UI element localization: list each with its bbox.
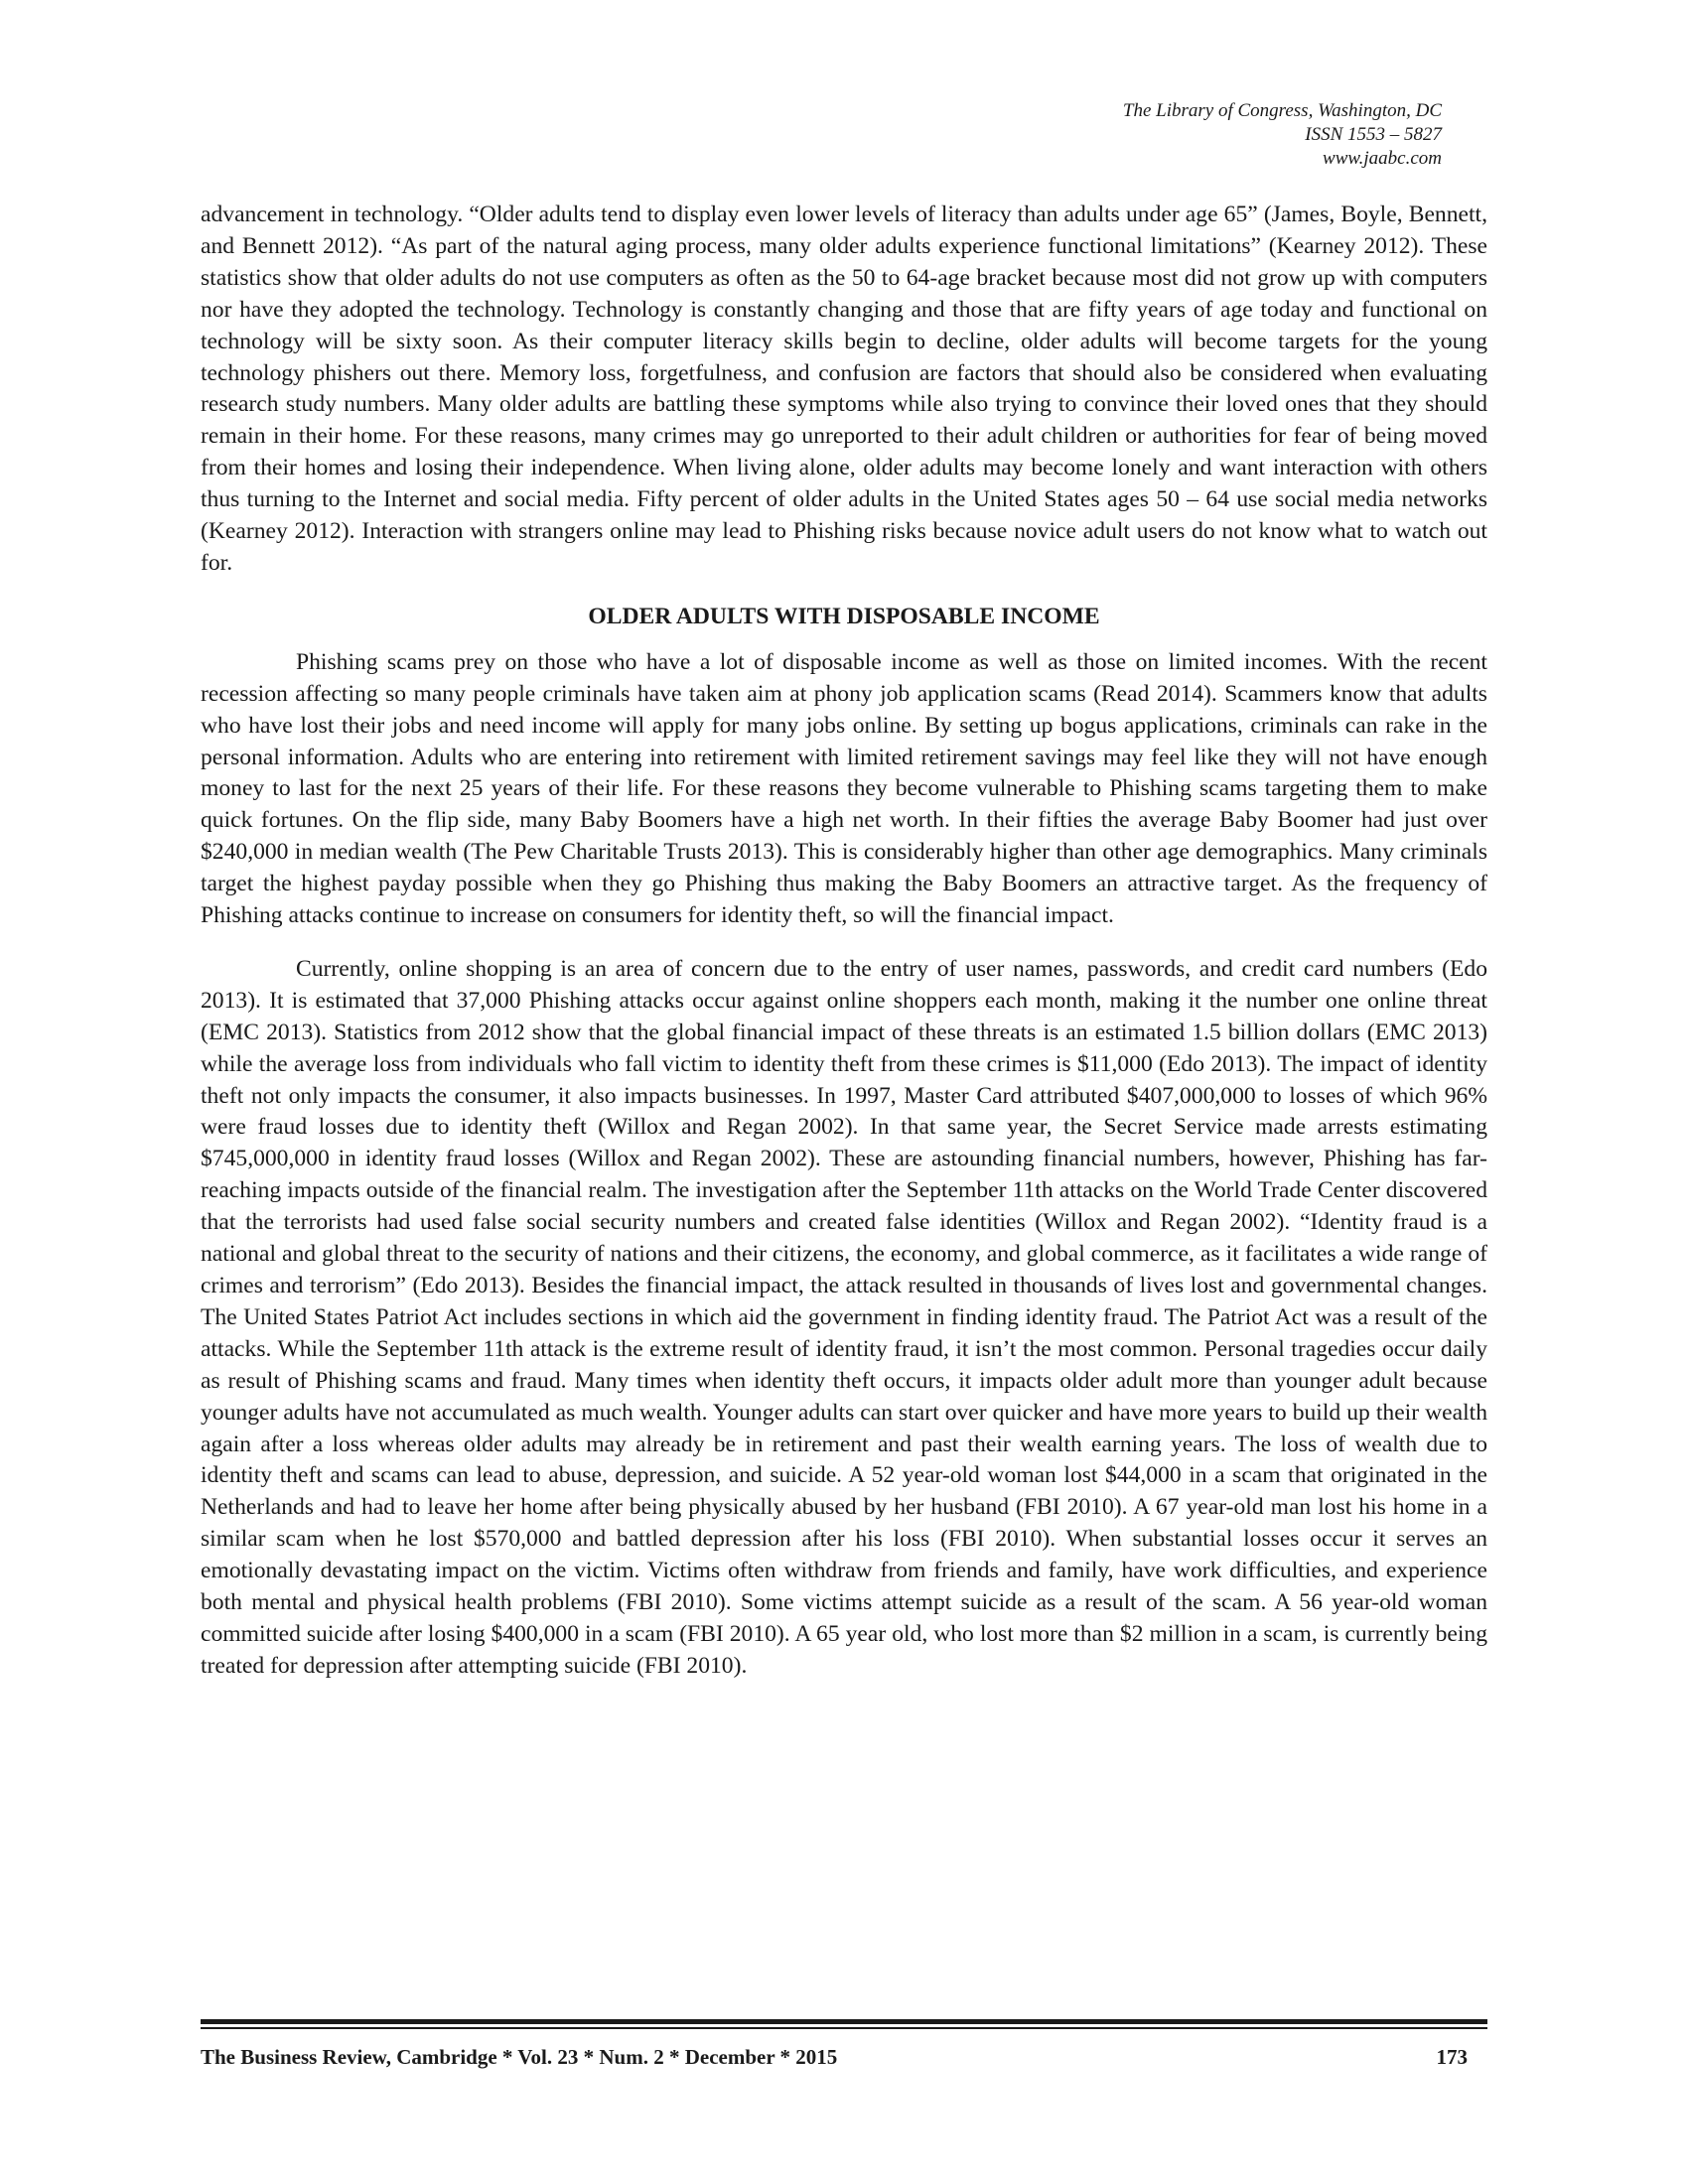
page-number: 173 [1436, 2045, 1468, 2069]
running-header [1123, 99, 1442, 171]
paragraph-disposable-income: Phishing scams prey on those who have a lot of disposable income as well as those on limited incomes. With the recent recession affecting so many people criminals have taken aim at phony job application scams (Read 2014). Scammers know that adults who have lost their jobs and need income will apply for many jobs online. By setting up bogus applications, criminals can rake in the personal information. Adults who are entering into retirement with limited retirement savings may feel like they will not have enough money to last for the next 25 years of their life. For these reasons they become vulnerable to Phishing scams targeting them to make quick fortunes. On the flip side, many Baby Boomers have a high net worth. In their fifties the average Baby Boomer had just over $240,000 in median wealth (The Pew Charitable Trusts 2013). This is considerably higher than other age demographics. Many criminals target the highest payday possible when they go Phishing thus making the Baby Boomers an attractive target. As the frequency of Phishing attacks continue to increase on consumers for identity theft, so will the financial impact. [201, 648, 1487, 929]
paragraph-continued: advancement in technology. “Older adults tend to display even lower levels of literacy than adults under age 65” (James, Boyle, Bennett, and Bennett 2012). “As part of the natural aging process, many older adults experience functional limitations” (Kearney 2012). These statistics show that older adults do not use computers as often as the 50 to 64-age bracket because most did not grow up with computers nor have they adopted the technology. Technology is constantly changing and those that are fifty years of age today and functional on technology will be sixty soon. As their computer literacy skills begin to decline, older adults will become targets for the young technology phishers out there. Memory loss, forgetfulness, and confusion are factors that should also be considered when evaluating research study numbers. Many older adults are battling these symptoms while also trying to convince their loved ones that they should remain in their home. For these reasons, many crimes may go unreported to their adult children or authorities for fear of being moved from their homes and losing their independence. When living alone, older adults may become lonely and want interaction with others thus turning to the Internet and social media. Fifty percent of older adults in the United States ages 50 – 64 use social media networks (Kearney 2012). Interaction with strangers online may lead to Phishing risks because novice adult users do not know what to watch out for. [201, 202, 1487, 576]
header-website: www.jaabc.com [1323, 148, 1442, 169]
footer-rule-thick [201, 2019, 1487, 2024]
footer-journal-citation: The Business Review, Cambridge * Vol. 23 * Num. 2 * December * 2015 [201, 2045, 838, 2069]
footer-rule-thin [201, 2027, 1487, 2029]
header-library: The Library of Congress, Washington, DC [1122, 100, 1442, 121]
header-issn: ISSN 1553 – 5827 [1305, 124, 1442, 145]
section-heading: OLDER ADULTS WITH DISPOSABLE INCOME [588, 603, 1100, 629]
paragraph-online-shopping: Currently, online shopping is an area of concern due to the entry of user names, passwords, and credit card numbers (Edo 2013). It is estimated that 37,000 Phishing attacks occur against online shoppers each month, making it the number one online threat (EMC 2013). Statistics from 2012 show that the global financial impact of these threats is an estimated 1.5 billion dollars (EMC 2013) while the average loss from individuals who fall victim to identity theft from these crimes is $11,000 (Edo 2013). The impact of identity theft not only impacts the consumer, it also impacts businesses. In 1997, Master Card attributed $407,000,000 to losses of which 96% were fraud losses due to identity theft (Willox and Regan 2002). In that same year, the Secret Service made arrests estimating $745,000,000 in identity fraud losses (Willox and Regan 2002). These are astounding financial numbers, however, Phishing has far-reaching impacts outside of the financial realm. The investigation after the September 11th attacks on the World Trade Center discovered that the terrorists had used false social security numbers and created false identities (Willox and Regan 2002). “Identity fraud is a national and global threat to the security of nations and their citizens, the economy, and global commerce, as it facilitates a wide range of crimes and terrorism” (Edo 2013). Besides the financial impact, the attack resulted in thousands of lives lost and governmental changes. The United States Patriot Act includes sections in which aid the government in finding identity fraud. The Patriot Act was a result of the attacks. While the September 11th attack is the extreme result of identity fraud, it isn’t the most common. Personal tragedies occur daily as result of Phishing scams and fraud. Many times when identity theft occurs, it impacts older adult more than younger adult because younger adults have not accumulated as much wealth. Younger adults can start over quicker and have more years to build up their wealth again after a loss whereas older adults may already be in retirement and past their wealth earning years. The loss of wealth due to identity theft and scams can lead to abuse, depression, and suicide. A 52 year-old woman lost $44,000 in a scam that originated in the Netherlands and had to leave her home after being physically abused by her husband (FBI 2010). A 67 year-old man lost his home in a similar scam when he lost $570,000 and battled depression after his loss (FBI 2010). When substantial losses occur it serves an emotionally devastating impact on the victim. Victims often withdraw from friends and family, have work difficulties, and experience both mental and physical health problems (FBI 2010). Some victims attempt suicide as a result of the scam. A 56 year-old woman committed suicide after losing $400,000 in a scam (FBI 2010). A 65 year old, who lost more than $2 million in a scam, is currently being treated for depression after attempting suicide (FBI 2010). [201, 955, 1487, 1679]
article-body [201, 200, 1487, 1683]
